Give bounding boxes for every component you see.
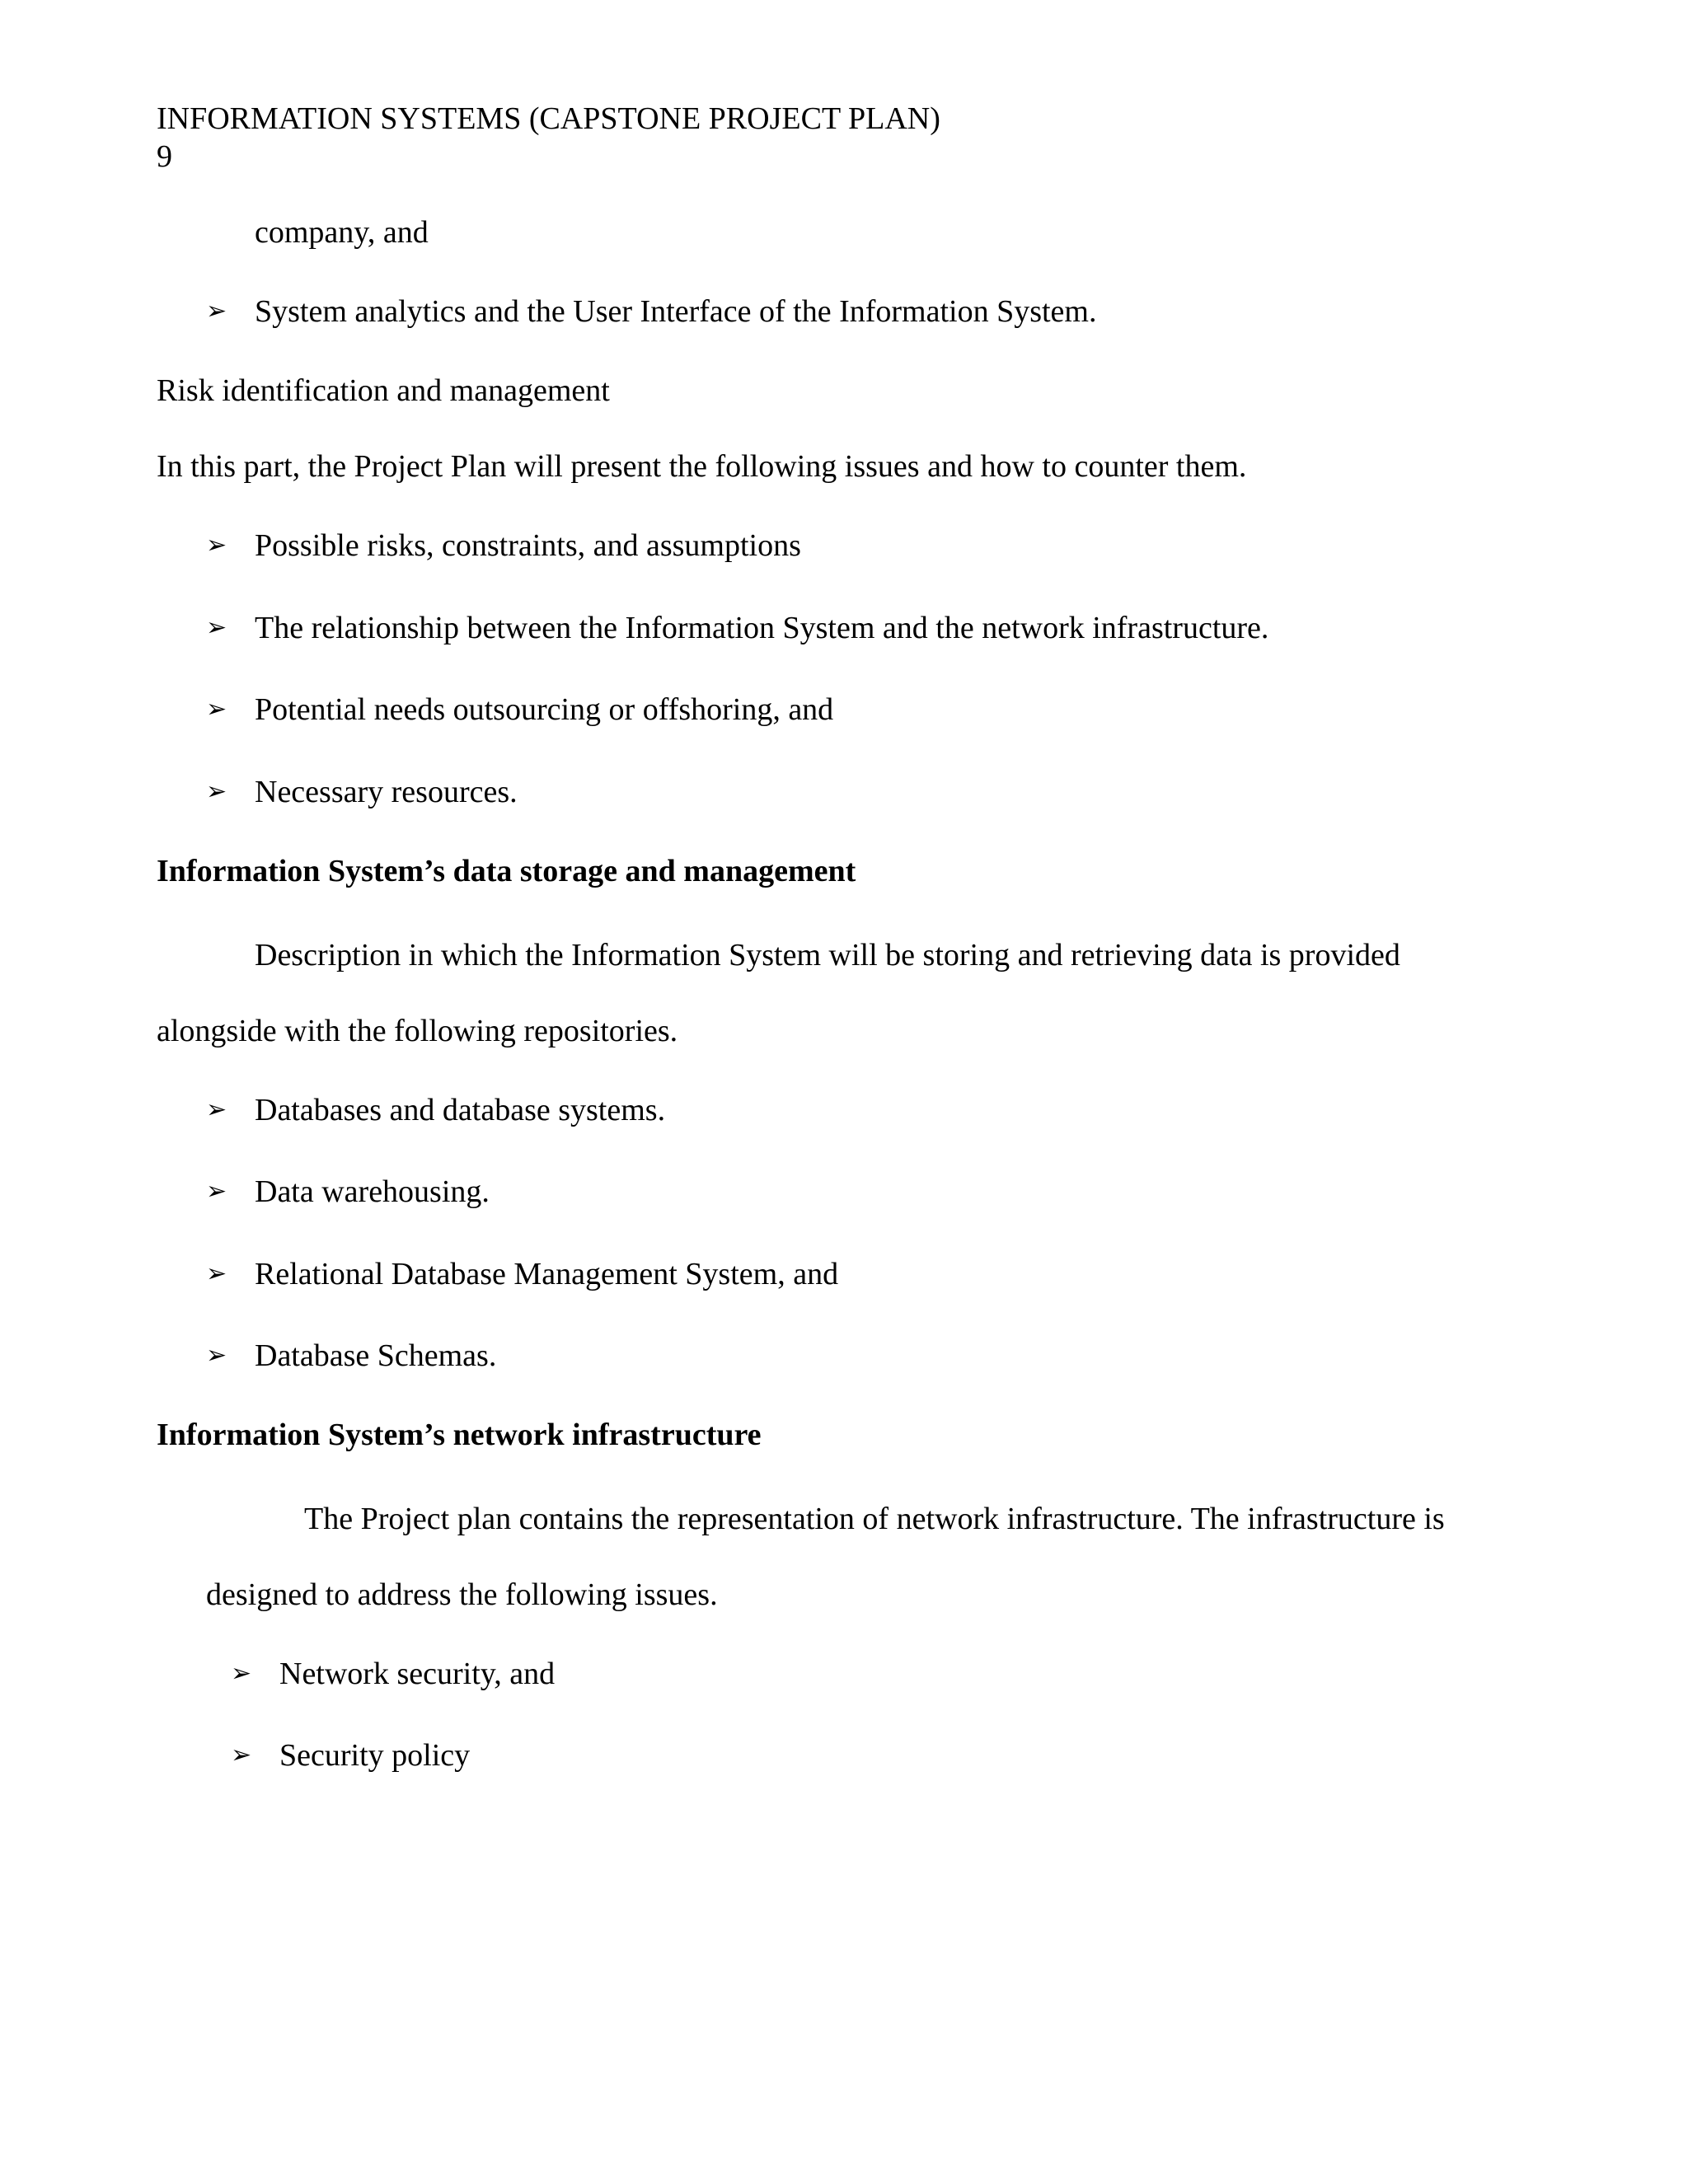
arrow-bullet-icon: ➢ [206,1259,227,1288]
paragraph-continuation: company, and [255,215,429,250]
arrow-bullet-icon: ➢ [206,531,227,560]
arrow-bullet-icon: ➢ [206,1095,227,1124]
arrow-bullet-icon: ➢ [206,695,227,724]
list-item: The relationship between the Information System and the network infrastructure. [255,611,1269,645]
list-item: Databases and database systems. [255,1093,666,1127]
section-heading-risk: Risk identification and management [157,373,610,408]
list-item: Necessary resources. [255,775,518,809]
section-heading-storage: Information System’s data storage and management [157,854,856,888]
running-head: INFORMATION SYSTEMS (CAPSTONE PROJECT PLAN) [157,101,940,136]
arrow-bullet-icon: ➢ [206,777,227,806]
list-item: Potential needs outsourcing or offshoring, and [255,692,834,727]
list-item: Possible risks, constraints, and assumptions [255,528,801,563]
storage-paragraph-line-2: alongside with the following repositories. [157,1014,678,1048]
storage-paragraph-line-1: Description in which the Information System will be storing and retrieving data is provided [255,938,1400,972]
page-number: 9 [157,139,172,174]
arrow-bullet-icon: ➢ [206,613,227,642]
list-item: Data warehousing. [255,1174,490,1209]
arrow-bullet-icon: ➢ [206,1341,227,1370]
arrow-bullet-icon: ➢ [206,1177,227,1206]
list-item: Security policy [279,1738,471,1773]
arrow-bullet-icon: ➢ [206,297,227,326]
list-item: System analytics and the User Interface of the Information System. [255,294,1097,329]
section-heading-network: Information System’s network infrastructure [157,1418,762,1452]
arrow-bullet-icon: ➢ [231,1741,252,1769]
list-item: Network security, and [279,1657,556,1691]
network-paragraph-line-2: designed to address the following issues. [206,1577,718,1612]
risk-paragraph: In this part, the Project Plan will present the following issues and how to counter them. [157,449,1247,484]
list-item: Database Schemas. [255,1338,497,1373]
arrow-bullet-icon: ➢ [231,1659,252,1688]
network-paragraph-line-1: The Project plan contains the representation of network infrastructure. The infrastructure is [304,1502,1445,1536]
list-item: Relational Database Management System, and [255,1257,839,1291]
